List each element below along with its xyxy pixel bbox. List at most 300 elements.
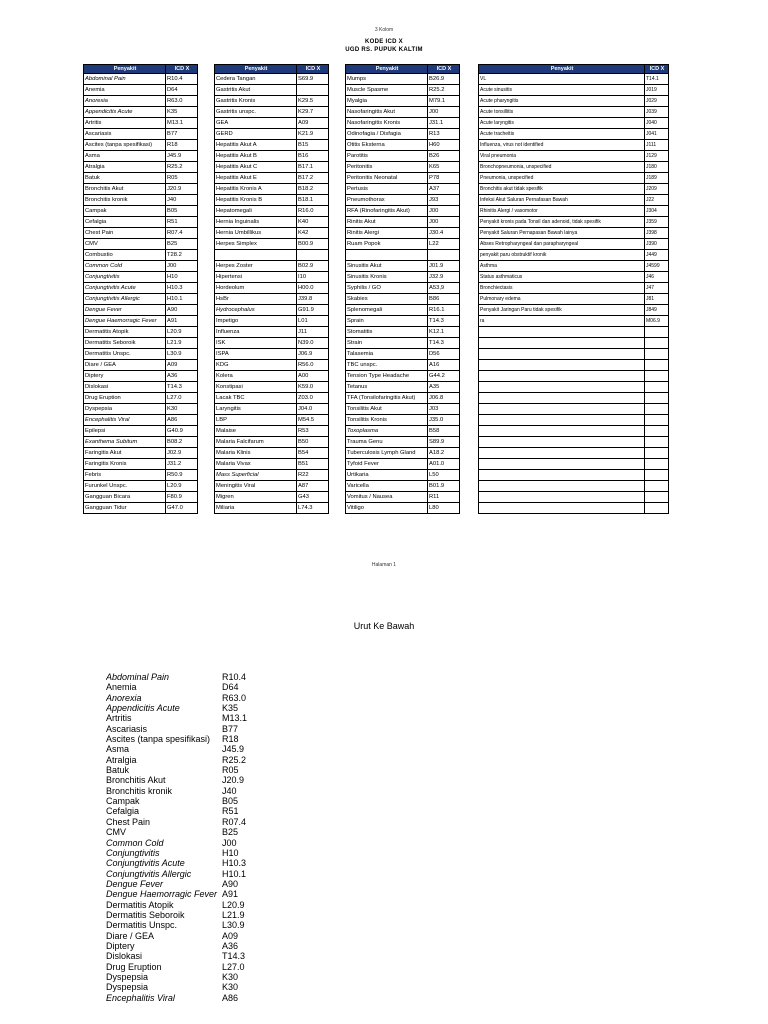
disease-name: Hordeolum <box>215 283 297 294</box>
disease-name: Sinusitis Kronis <box>346 272 428 283</box>
icd-code: L22 <box>428 239 460 250</box>
disease-name: Furunkel Unspc. <box>84 481 166 492</box>
table-row <box>215 338 329 349</box>
list-icd-code: J00 <box>222 837 237 848</box>
table-row <box>479 448 669 459</box>
disease-name: Nasofaringitis Akut <box>346 107 428 118</box>
table-row <box>215 184 329 195</box>
icd-code: J31.2 <box>166 459 198 470</box>
list-disease-name: Campak <box>106 796 140 807</box>
icd-code: R25.2 <box>166 162 198 173</box>
table-row <box>479 96 669 107</box>
list-item <box>106 693 282 703</box>
icd-code: R22 <box>297 470 329 481</box>
list-disease-name: Dislokasi <box>106 951 143 962</box>
disease-name <box>479 360 645 371</box>
table-row <box>346 96 460 107</box>
disease-name <box>479 426 645 437</box>
icd-code: J449 <box>645 250 669 261</box>
table-row <box>215 107 329 118</box>
table-row <box>346 74 460 85</box>
table-row <box>84 261 198 272</box>
icd-code: K59.0 <box>297 382 329 393</box>
table-row <box>346 327 460 338</box>
icd-code: J32.9 <box>428 272 460 283</box>
list-icd-code: H10 <box>222 847 239 858</box>
table-row <box>215 195 329 206</box>
icd-code: J31.1 <box>428 118 460 129</box>
disease-name: Hernia Inguinalis <box>215 217 297 228</box>
list-disease-name: Abdominal Pain <box>106 672 170 682</box>
disease-name: Abdominal Pain <box>84 74 166 85</box>
disease-name: Influenza <box>215 327 297 338</box>
list-disease-name: Conjungtivitis Allergic <box>106 868 192 879</box>
disease-name: HsBr <box>215 294 297 305</box>
disease-name <box>479 503 645 514</box>
list-disease-name: Appendicitis Acute <box>106 703 180 714</box>
list-disease-name: Chest Pain <box>106 816 151 827</box>
disease-name: Conjungtivitis Allergic <box>84 294 166 305</box>
disease-name: Migren <box>215 492 297 503</box>
table-row <box>479 228 669 239</box>
disease-name: Dermatitis Unspc. <box>84 349 166 360</box>
disease-name: Diare / GEA <box>84 360 166 371</box>
table-row <box>479 140 669 151</box>
sorted-list <box>106 672 282 1003</box>
icd-code: R18 <box>166 140 198 151</box>
disease-name: Acute tracheitis <box>479 129 645 140</box>
icd-code: B26 <box>428 151 460 162</box>
list-item <box>106 962 282 972</box>
table-row <box>84 415 198 426</box>
table-row <box>479 239 669 250</box>
table-row <box>215 261 329 272</box>
icd-code: J209 <box>645 184 669 195</box>
table-row <box>215 228 329 239</box>
disease-name: Campak <box>84 206 166 217</box>
disease-name: Mass Superficial <box>215 470 297 481</box>
table-row <box>346 393 460 404</box>
table-row <box>215 426 329 437</box>
list-icd-code: T14.3 <box>222 951 246 962</box>
list-item <box>106 786 282 796</box>
icd-code: A16 <box>428 360 460 371</box>
header-icd: ICD X <box>297 65 329 74</box>
icd-code: J20.9 <box>166 184 198 195</box>
disease-name: Peritonitis Neonatal <box>346 173 428 184</box>
table-row <box>479 294 669 305</box>
table-row <box>215 305 329 316</box>
table-row <box>479 470 669 481</box>
table-row <box>479 85 669 96</box>
list-item <box>106 713 282 723</box>
page-footer: Halaman 1 <box>371 562 397 568</box>
icd-code: A18.2 <box>428 448 460 459</box>
table-row <box>84 239 198 250</box>
disease-name: Kolera <box>215 371 297 382</box>
disease-name: Acute tonsillitis <box>479 107 645 118</box>
icd-code: Z03.0 <box>297 393 329 404</box>
table-row <box>479 151 669 162</box>
section-title: Urut Ke Bawah <box>353 621 415 631</box>
disease-name: Lacak TBC <box>215 393 297 404</box>
disease-name: Hydrocephalus <box>215 305 297 316</box>
table-row <box>84 107 198 118</box>
table-row <box>346 261 460 272</box>
disease-name: Appendicitis Acute <box>84 107 166 118</box>
icd-code: J189 <box>645 173 669 184</box>
list-item <box>106 941 282 951</box>
disease-name: Stomatitis <box>346 327 428 338</box>
disease-name: Malaria Klinis <box>215 448 297 459</box>
disease-name: TBC unspc. <box>346 360 428 371</box>
disease-name: Pertusis <box>346 184 428 195</box>
disease-name <box>479 382 645 393</box>
disease-name: Conjungtivitis <box>84 272 166 283</box>
table-row <box>346 459 460 470</box>
disease-name: KDG <box>215 360 297 371</box>
table-row <box>215 151 329 162</box>
table-row <box>346 404 460 415</box>
list-item <box>106 879 282 889</box>
table-row <box>84 85 198 96</box>
icd-code: J04.0 <box>297 404 329 415</box>
disease-name: Hipertensi <box>215 272 297 283</box>
disease-name: TFA (Tonsilofaringitis Akut) <box>346 393 428 404</box>
disease-name: Tonsilitis Akut <box>346 404 428 415</box>
table-row <box>84 371 198 382</box>
icd-code: J040 <box>645 118 669 129</box>
icd-code: R13 <box>428 129 460 140</box>
disease-name: Gastritis Akut <box>215 85 297 96</box>
disease-name: Gastritis unspc. <box>215 107 297 118</box>
disease-name: Batuk <box>84 173 166 184</box>
disease-name: Asthma <box>479 261 645 272</box>
disease-name: Tonsilitis Kronis <box>346 415 428 426</box>
header-icd: ICD X <box>428 65 460 74</box>
icd-code <box>645 481 669 492</box>
list-icd-code: D64 <box>222 682 239 693</box>
icd-code: B17.1 <box>297 162 329 173</box>
disease-name: Febris <box>84 470 166 481</box>
icd-code <box>645 448 669 459</box>
table-row <box>84 437 198 448</box>
list-icd-code: R07.4 <box>222 816 247 827</box>
document-subtitle: UGD RS. PUPUK KALTIM <box>345 47 423 53</box>
disease-name: Toxoplasma <box>346 426 428 437</box>
list-icd-code: L27.0 <box>222 961 245 972</box>
table-row <box>215 272 329 283</box>
icd-code <box>645 470 669 481</box>
disease-name: Tyfoid Fever <box>346 459 428 470</box>
table-row <box>84 459 198 470</box>
table-row <box>84 426 198 437</box>
icd-code: R56.0 <box>297 360 329 371</box>
list-item <box>106 931 282 941</box>
table-row <box>215 393 329 404</box>
icd-code: L30.9 <box>166 349 198 360</box>
table-row <box>84 151 198 162</box>
icd-code <box>645 459 669 470</box>
icd-code: A87 <box>297 481 329 492</box>
header-penyakit: Penyakit <box>84 65 166 74</box>
list-item <box>106 817 282 827</box>
table-row <box>346 173 460 184</box>
icd-code: B01.9 <box>428 481 460 492</box>
list-item <box>106 838 282 848</box>
disease-name: GEA <box>215 118 297 129</box>
icd-code: A37 <box>428 184 460 195</box>
list-item <box>106 744 282 754</box>
disease-name <box>346 250 428 261</box>
list-item <box>106 951 282 961</box>
table-row <box>479 250 669 261</box>
disease-name: Dermatitis Atopik <box>84 327 166 338</box>
list-item <box>106 993 282 1003</box>
list-icd-code: J20.9 <box>222 775 245 786</box>
list-item <box>106 972 282 982</box>
disease-name: Tetanus <box>346 382 428 393</box>
list-icd-code: J40 <box>222 785 237 796</box>
table-row <box>346 316 460 327</box>
list-disease-name: Conjungtivitis <box>106 847 160 858</box>
table-row <box>346 195 460 206</box>
disease-name: Nasofaringitis Kronis <box>346 118 428 129</box>
list-item <box>106 848 282 858</box>
list-disease-name: Dyspepsia <box>106 971 149 982</box>
icd-code: J22 <box>645 195 669 206</box>
icd-code: B77 <box>166 129 198 140</box>
table-row <box>215 96 329 107</box>
table-row <box>215 360 329 371</box>
icd-code <box>297 85 329 96</box>
disease-name: Influenza, virus not identified <box>479 140 645 151</box>
table-row <box>479 360 669 371</box>
icd-code: G40.9 <box>166 426 198 437</box>
icd-code: T14.1 <box>645 74 669 85</box>
table-row <box>479 481 669 492</box>
disease-name: Dengue Haemorragic Fever <box>84 316 166 327</box>
list-icd-code: K35 <box>222 703 239 714</box>
icd-code: J06.8 <box>428 393 460 404</box>
table-row <box>346 481 460 492</box>
header-icd: ICD X <box>166 65 198 74</box>
table-row <box>346 118 460 129</box>
icd-code: J40 <box>166 195 198 206</box>
disease-name <box>479 393 645 404</box>
icd-code: J46 <box>645 272 669 283</box>
table-row <box>346 151 460 162</box>
disease-name: Rinitis Akut <box>346 217 428 228</box>
disease-name: Hernia Umbillikus <box>215 228 297 239</box>
disease-name: ISK <box>215 338 297 349</box>
disease-name: Muscle Spasme <box>346 85 428 96</box>
icd-code: J029 <box>645 96 669 107</box>
icd-code: J00 <box>428 107 460 118</box>
disease-name: Gangguan Tidur <box>84 503 166 514</box>
icd-code: D64 <box>166 85 198 96</box>
table-row <box>479 173 669 184</box>
disease-name: Penyakit Jaringan Paru tidak spesifik <box>479 305 645 316</box>
table-row <box>479 371 669 382</box>
table-row <box>215 217 329 228</box>
disease-name: Artritis <box>84 118 166 129</box>
list-disease-name: Asma <box>106 744 130 755</box>
disease-name: Pneumonia, unspecified <box>479 173 645 184</box>
table-row <box>84 448 198 459</box>
disease-name: Status asthmaticus <box>479 272 645 283</box>
disease-name: Myalgia <box>346 96 428 107</box>
icd-code: J45.9 <box>166 151 198 162</box>
table-row <box>215 140 329 151</box>
table-row <box>346 437 460 448</box>
disease-name: Exanthema Subitum <box>84 437 166 448</box>
icd-code: K29.7 <box>297 107 329 118</box>
list-icd-code: R05 <box>222 765 239 776</box>
disease-name: Encephalitis Viral <box>84 415 166 426</box>
table-row <box>346 272 460 283</box>
table-row <box>346 448 460 459</box>
table-row <box>84 96 198 107</box>
disease-name: Talasemia <box>346 349 428 360</box>
list-item <box>106 775 282 785</box>
disease-name: Malaise <box>215 426 297 437</box>
icd-code: J81 <box>645 294 669 305</box>
icd-code: J11 <box>297 327 329 338</box>
list-icd-code: H10.3 <box>222 858 247 869</box>
icd-code: T28.2 <box>166 250 198 261</box>
list-icd-code: R51 <box>222 806 239 817</box>
table-row <box>84 316 198 327</box>
disease-name: Herpes Zoster <box>215 261 297 272</box>
icd-code: K29.5 <box>297 96 329 107</box>
list-item <box>106 755 282 765</box>
table-row <box>84 118 198 129</box>
table-row <box>346 360 460 371</box>
disease-name: Chest Pain <box>84 228 166 239</box>
table-row <box>346 239 460 250</box>
list-icd-code: A36 <box>222 940 239 951</box>
list-disease-name: Batuk <box>106 765 130 776</box>
table-row <box>215 492 329 503</box>
icd-code <box>645 415 669 426</box>
icd-code: L20.9 <box>166 481 198 492</box>
icd-code: H00.0 <box>297 283 329 294</box>
icd-code: B16 <box>297 151 329 162</box>
disease-name: Hepatitis Kronis B <box>215 195 297 206</box>
icd-code: A86 <box>166 415 198 426</box>
list-icd-code: A09 <box>222 930 239 941</box>
disease-name: Asma <box>84 151 166 162</box>
icd-code <box>645 382 669 393</box>
disease-name: Cedera Tangan <box>215 74 297 85</box>
disease-name: Gangguan Bicara <box>84 492 166 503</box>
list-disease-name: Anemia <box>106 682 137 693</box>
disease-name: Faringitis Akut <box>84 448 166 459</box>
icd-code: B51 <box>297 459 329 470</box>
icd-code: P78 <box>428 173 460 184</box>
icd-code: R50.9 <box>166 470 198 481</box>
table-row <box>479 437 669 448</box>
disease-name: Otitis Eksterna <box>346 140 428 151</box>
disease-name: Miliaria <box>215 503 297 514</box>
disease-name: Dermatitis Seboroik <box>84 338 166 349</box>
table-row <box>346 294 460 305</box>
icd-code: K42 <box>297 228 329 239</box>
disease-name: Laryngitis <box>215 404 297 415</box>
disease-name: Drug Eruption <box>84 393 166 404</box>
list-item <box>106 982 282 992</box>
header-icd: ICD X <box>645 65 669 74</box>
icd-code: L80 <box>428 503 460 514</box>
table-row <box>479 327 669 338</box>
disease-name: Tuberculosis Lymph Gland <box>346 448 428 459</box>
table-row <box>215 448 329 459</box>
icd-code: H60 <box>428 140 460 151</box>
icd-code: H10 <box>166 272 198 283</box>
list-icd-code: A86 <box>222 992 239 1003</box>
icd-code: J00 <box>428 206 460 217</box>
icd-code: B50 <box>297 437 329 448</box>
table-row <box>215 404 329 415</box>
icd-code: J041 <box>645 129 669 140</box>
icd-code: K12.1 <box>428 327 460 338</box>
disease-name: penyakit paru obstruktif kronik <box>479 250 645 261</box>
icd-code: J39.8 <box>297 294 329 305</box>
icd-code: G43 <box>297 492 329 503</box>
icd-code: J111 <box>645 140 669 151</box>
disease-name: Syphilis / GO <box>346 283 428 294</box>
list-icd-code: R10.4 <box>222 672 247 682</box>
table-row <box>346 107 460 118</box>
table-row <box>479 305 669 316</box>
list-item <box>106 806 282 816</box>
icd-code: B17.2 <box>297 173 329 184</box>
icd-code: T14.3 <box>166 382 198 393</box>
icd-code: J390 <box>645 239 669 250</box>
table-row <box>215 294 329 305</box>
list-icd-code: L20.9 <box>222 899 245 910</box>
disease-name: Malaria Falcifarum <box>215 437 297 448</box>
list-disease-name: Dermatitis Unspc. <box>106 920 178 931</box>
list-item <box>106 796 282 806</box>
table-row <box>346 85 460 96</box>
table-row <box>346 228 460 239</box>
table-row <box>215 382 329 393</box>
disease-name: Rhinitis Alergi / vasomotor <box>479 206 645 217</box>
disease-name: Sprain <box>346 316 428 327</box>
disease-name: Peritonitis <box>346 162 428 173</box>
table-row <box>84 272 198 283</box>
icd-code <box>645 338 669 349</box>
icd-code: J02.9 <box>166 448 198 459</box>
icd-table-4 <box>478 64 669 514</box>
table-row <box>84 283 198 294</box>
icd-code: J35.0 <box>428 415 460 426</box>
table-row <box>346 338 460 349</box>
icd-code: L20.9 <box>166 327 198 338</box>
table-row <box>346 162 460 173</box>
icd-code: J06.9 <box>297 349 329 360</box>
disease-name: Herpes Simplex <box>215 239 297 250</box>
table-row <box>84 140 198 151</box>
icd-code: L21.9 <box>166 338 198 349</box>
list-icd-code: B05 <box>222 796 239 807</box>
icd-code: M13.1 <box>166 118 198 129</box>
disease-name: Impetigo <box>215 316 297 327</box>
icd-code: B00.9 <box>297 239 329 250</box>
icd-code: G91.9 <box>297 305 329 316</box>
